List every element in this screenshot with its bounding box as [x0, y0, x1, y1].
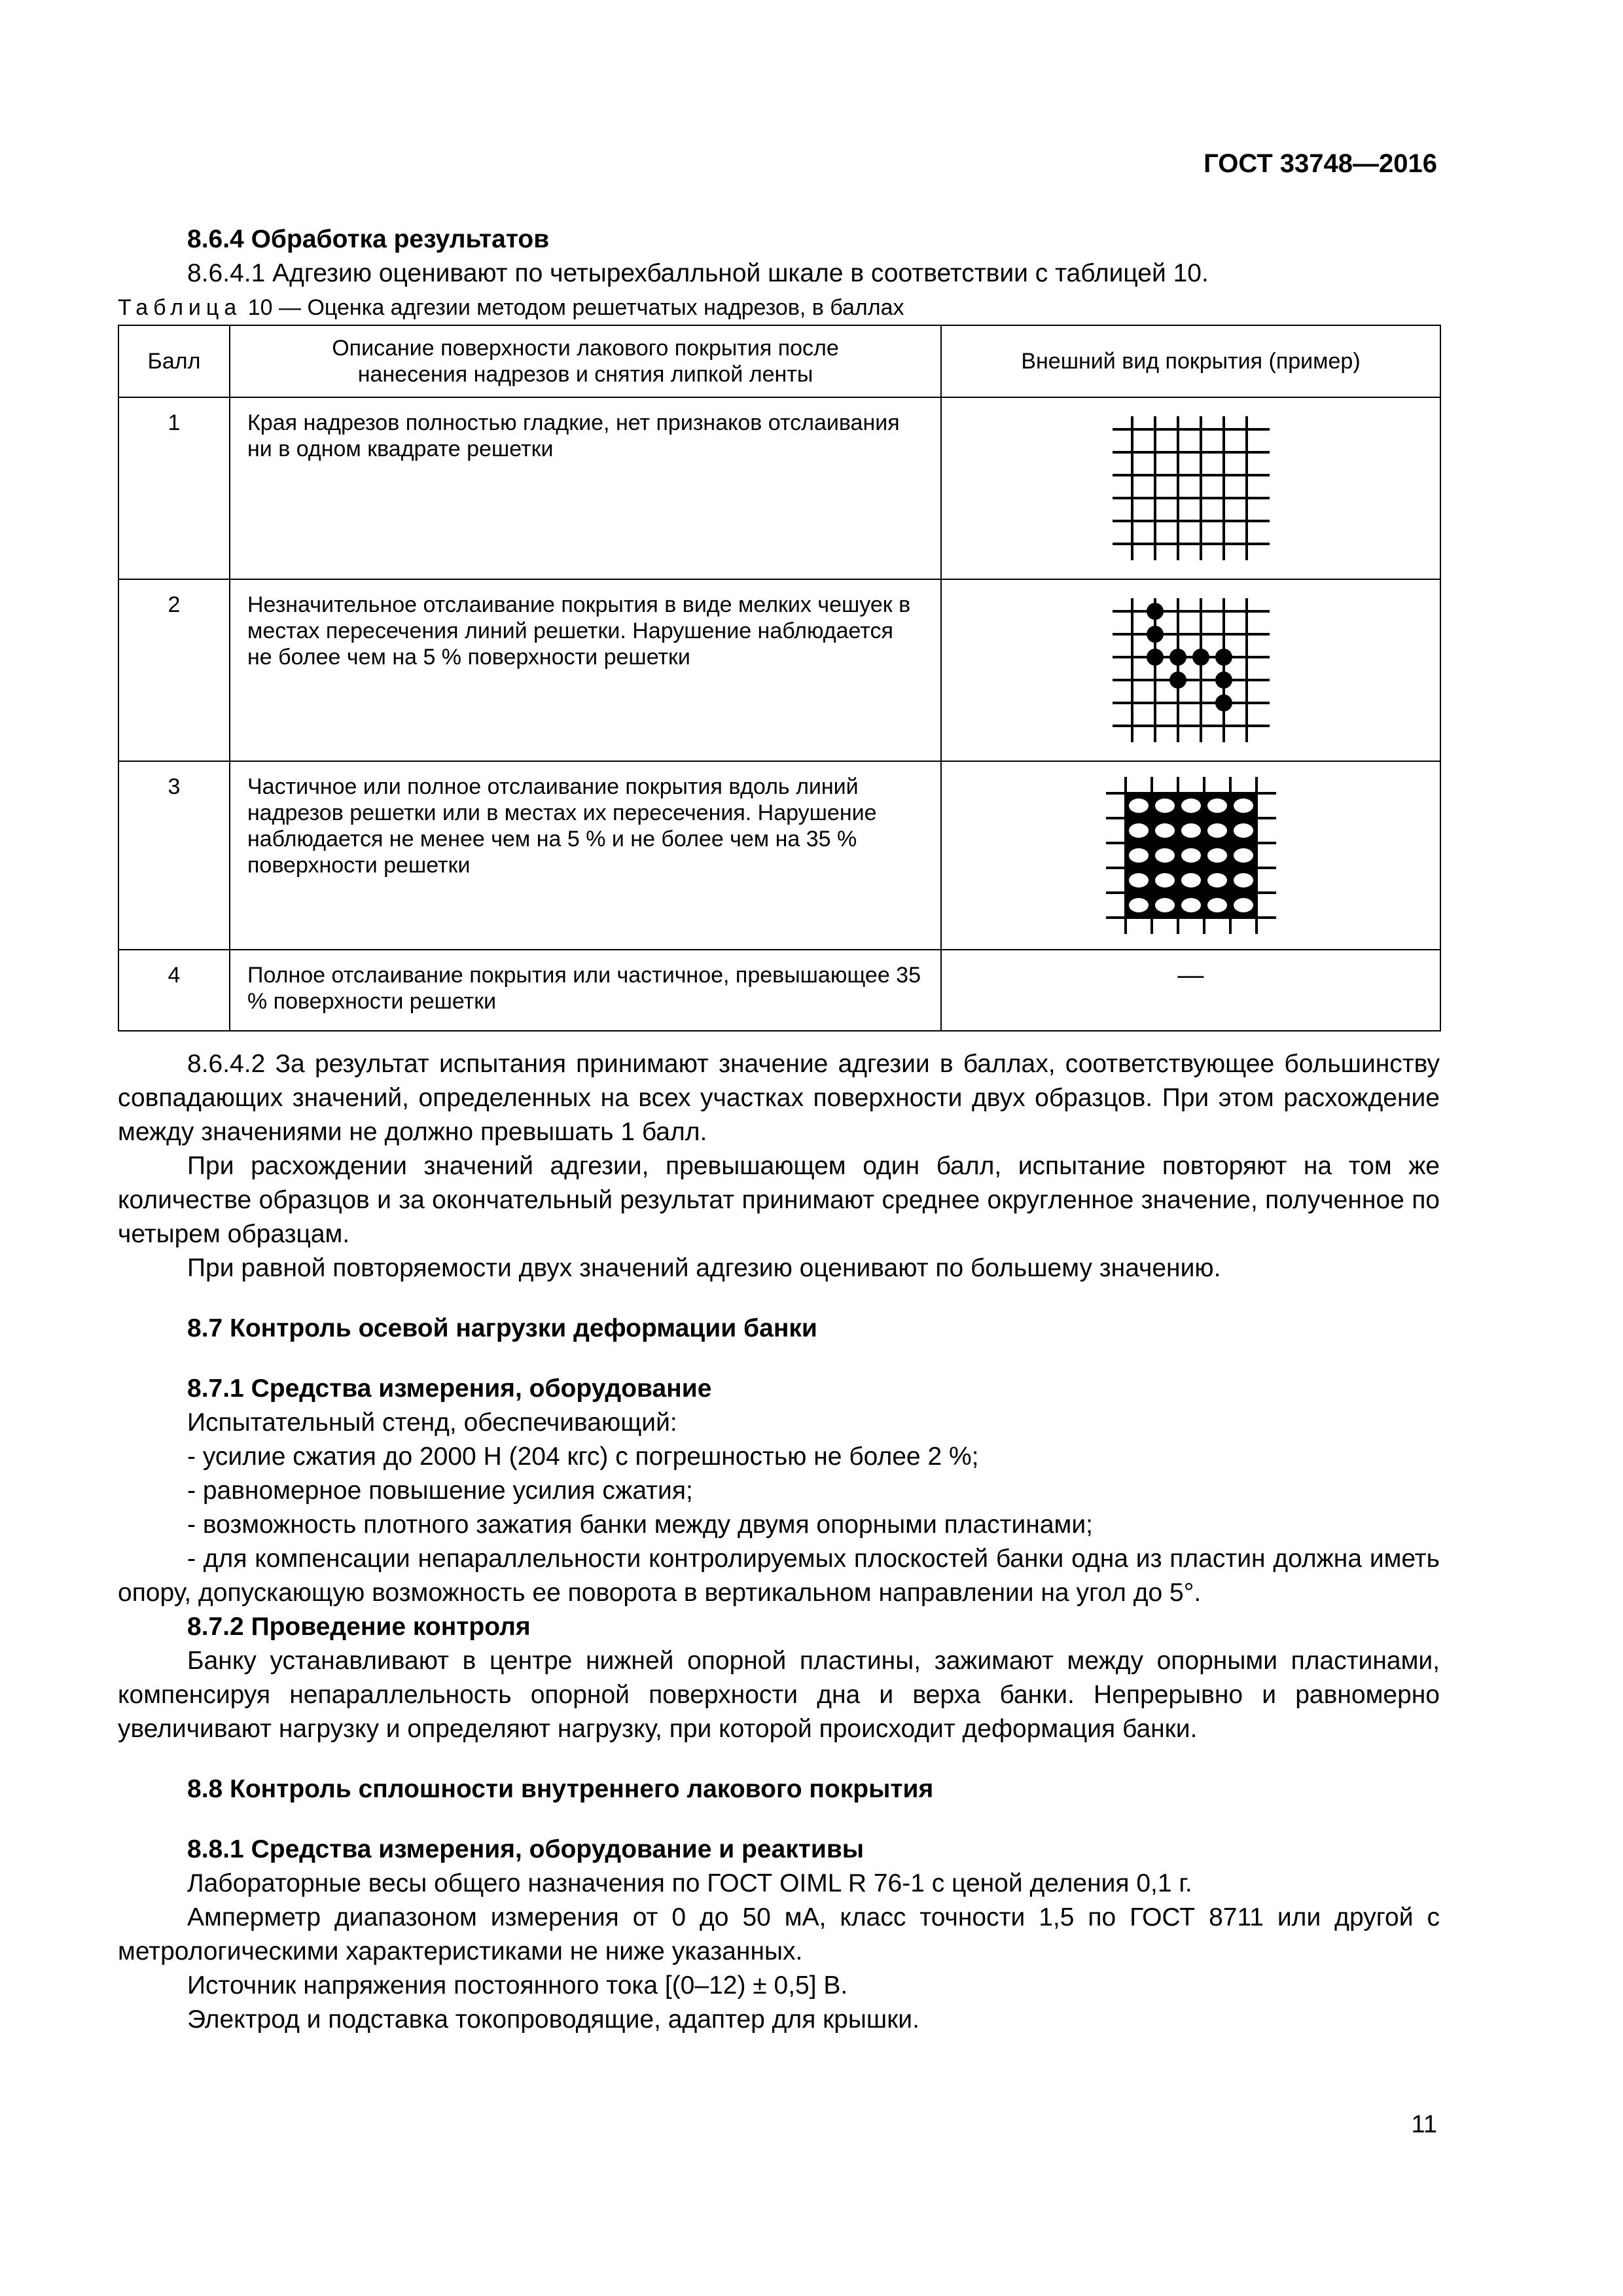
list-item: - для компенсации непараллельности контролируемых плоскостей банки одна из пластин должна иметь опору, допускающую возможность ее поворота в вертикальном направлении на угол до 5°.: [118, 1545, 1440, 1607]
document-standard-number: ГОСТ 33748—2016: [1204, 149, 1437, 178]
row-score: 2: [118, 579, 230, 761]
row-appearance: [941, 397, 1440, 579]
table-row: [118, 761, 1440, 950]
paragraph-repeat-test: При расхождении значений адгезии, превышающем один балл, испытание повторяют на том же количестве образцов и за окончательный результат принимают среднее округленное значение, полученное по четырем образцам.: [118, 1152, 1440, 1248]
section-8-8-heading: 8.8 Контроль сплошности внутреннего лакового покрытия: [187, 1775, 934, 1803]
list-item: Амперметр диапазоном измерения от 0 до 50 мА, класс точности 1,5 по ГОСТ 8711 или другой с метрологическими характеристиками не ниже указанных.: [118, 1903, 1440, 1965]
row-description: Незначительное отслаивание покрытия в виде мелких чешуек в местах пересечения линий решетки. Нарушение наблюдается не более чем на 5 % поверхности решетки: [230, 579, 941, 761]
section-8-7-2-heading: 8.7.2 Проведение контроля: [187, 1613, 531, 1641]
row-appearance: [941, 761, 1440, 950]
page-number: 11: [1411, 2111, 1437, 2138]
table-header-row: [118, 325, 1440, 397]
row-appearance: [941, 579, 1440, 761]
table-caption-text: 10 — Оценка адгезии методом решетчатых надрезов, в баллах: [241, 295, 904, 320]
column-header-appearance: Внешний вид покрытия (пример): [941, 325, 1440, 397]
clean-grid-illustration: [1106, 410, 1276, 567]
paragraph-8-7-2: Банку устанавливают в центре нижней опорной пластины, зажимают между опорными пластинами, компенсируя непараллельность опорной поверхности дна и верха банки. Непрерывно и равномерно увеличивают нагрузку и определяют нагрузку, при которой происходит деформация банки.: [118, 1647, 1440, 1743]
row-description: Края надрезов полностью гладкие, нет признаков отслаивания ни в одном квадрате решетки: [230, 397, 941, 579]
table-10: [118, 325, 1441, 1031]
paragraph-test-stand: Испытательный стенд, обеспечивающий:: [187, 1408, 677, 1437]
table-10-caption: [118, 291, 1440, 325]
list-item: - усилие сжатия до 2000 Н (204 кгс) с погрешностью не более 2 %;: [187, 1443, 979, 1471]
section-8-7-1-heading: 8.7.1 Средства измерения, оборудование: [187, 1374, 712, 1403]
column-header-score: Балл: [118, 325, 230, 397]
page-content: [118, 223, 1440, 2037]
list-item: - равномерное повышение усилия сжатия;: [187, 1477, 693, 1505]
row-description: Частичное или полное отслаивание покрытия вдоль линий надрезов решетки или в местах их пересечения. Нарушение наблюдается не менее чем на 5 % и не более чем на 35 % поверхности решетки: [230, 761, 941, 950]
list-item: Лабораторные весы общего назначения по ГОСТ OIML R 76-1 с ценой деления 0,1 г.: [187, 1869, 1192, 1897]
section-8-7-heading: 8.7 Контроль осевой нагрузки деформации банки: [187, 1314, 817, 1342]
table-row: [118, 397, 1440, 579]
row-score: 1: [118, 397, 230, 579]
table-caption-word: Таблица: [118, 295, 242, 320]
list-item: - возможность плотного зажатия банки между двумя опорными пластинами;: [187, 1511, 1093, 1539]
column-header-description: Описание поверхности лакового покрытия после нанесения надрезов и снятия липкой ленты: [230, 325, 941, 397]
row-appearance: —: [941, 950, 1440, 1031]
paragraph-8-6-4-2: 8.6.4.2 За результат испытания принимают значение адгезии в баллах, соответствующее большинству совпадающих значений, определенных на всех участках поверхности двух образцов. При этом расхождение между значениями не должно превышать 1 балл.: [118, 1050, 1440, 1146]
table-row: [118, 950, 1440, 1031]
section-8-6-4-heading: 8.6.4 Обработка результатов: [187, 225, 550, 253]
list-item: Электрод и подставка токопроводящие, адаптер для крышки.: [187, 2005, 919, 2034]
table-row: [118, 579, 1440, 761]
list-item: Источник напряжения постоянного тока [(0–12) ± 0,5] В.: [187, 1971, 848, 2000]
row-score: 3: [118, 761, 230, 950]
grid-with-dots-illustration: [1106, 592, 1276, 749]
paragraph-8-6-4-1: 8.6.4.1 Адгезию оценивают по четырехбалльной шкале в соответствии с таблицей 10.: [187, 259, 1209, 287]
row-score: 4: [118, 950, 230, 1031]
grid-filled-ovals-illustration: [1099, 774, 1283, 937]
row-description: Полное отслаивание покрытия или частичное, превышающее 35 % поверхности решетки: [230, 950, 941, 1031]
paragraph-equal-repeat: При равной повторяемости двух значений адгезию оценивают по большему значению.: [187, 1254, 1221, 1282]
section-8-8-1-heading: 8.8.1 Средства измерения, оборудование и реактивы: [187, 1835, 865, 1863]
